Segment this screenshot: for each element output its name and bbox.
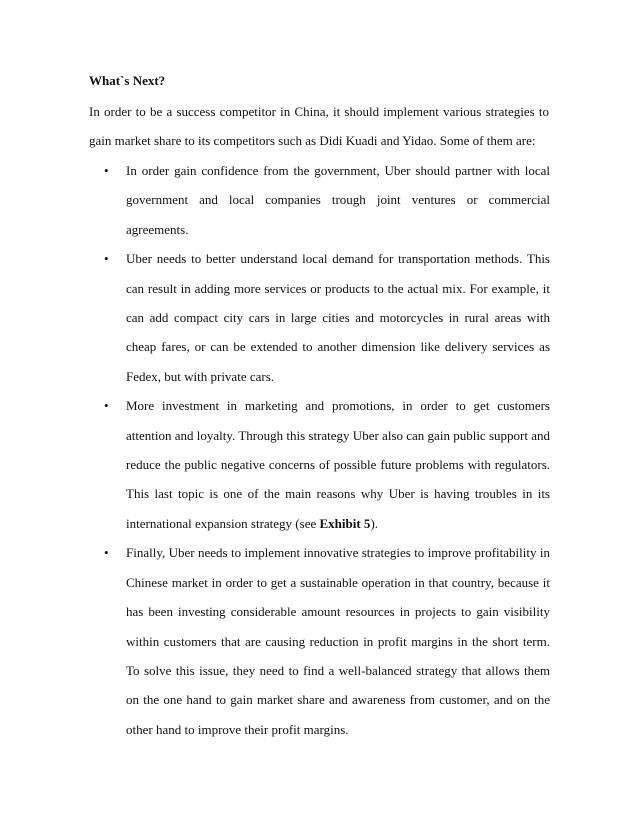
strategy-bullet-list [0, 156, 638, 744]
bullet-text-end: ). [370, 515, 379, 531]
bullet-item-government-partnership [0, 156, 550, 244]
exhibit-reference: Exhibit 5 [319, 515, 371, 531]
bullet-icon: • [104, 251, 109, 267]
bullet-text: Finally, Uber needs to implement innovative strategies to improve profitability in Chinese market in order to get a sustainable operation in that country, because it has been investing considerable amount resources in projects to gain visibility within customers that are causing reduction in profit margins in the short term. To solve this issue, they need to find a well-balanced strategy that allows them on the one hand to gain market share and awareness from customer, and on the other hand to improve their profit margins. [126, 545, 550, 737]
intro-paragraph: In order to be a success competitor in China, it should implement various strategies to gain market share to its competitors such as Didi Kuadi and Yidao. Some of them are: [89, 104, 549, 149]
bullet-icon: • [104, 545, 109, 561]
bullet-text: In order gain confidence from the government, Uber should partner with local government and local companies trough joint ventures or commercial agreements. [126, 163, 550, 237]
bullet-item-marketing-investment [0, 391, 550, 538]
bullet-item-local-demand [0, 244, 550, 391]
bullet-item-profitability [0, 538, 550, 744]
bullet-text [126, 398, 550, 531]
bullet-text: Uber needs to better understand local demand for transportation methods. This can result in adding more services or products to the actual mix. For example, it can add compact city cars in large cities and motorcycles in rural areas with cheap fares, or can be extended to another dimension like delivery services as Fedex, but with private cars. [126, 251, 550, 384]
bullet-icon: • [104, 163, 109, 178]
bullet-icon: • [104, 398, 109, 414]
bullet-text-main: More investment in marketing and promotions, in order to get customers attention and loyalty. Through this strategy Uber also can gain public support and reduce the public negative concerns of possible future problems with regulators. This last topic is one of the main reasons why Uber is having troubles in its international expansion strategy (see [126, 398, 550, 531]
section-heading: What`s Next? [89, 73, 166, 88]
